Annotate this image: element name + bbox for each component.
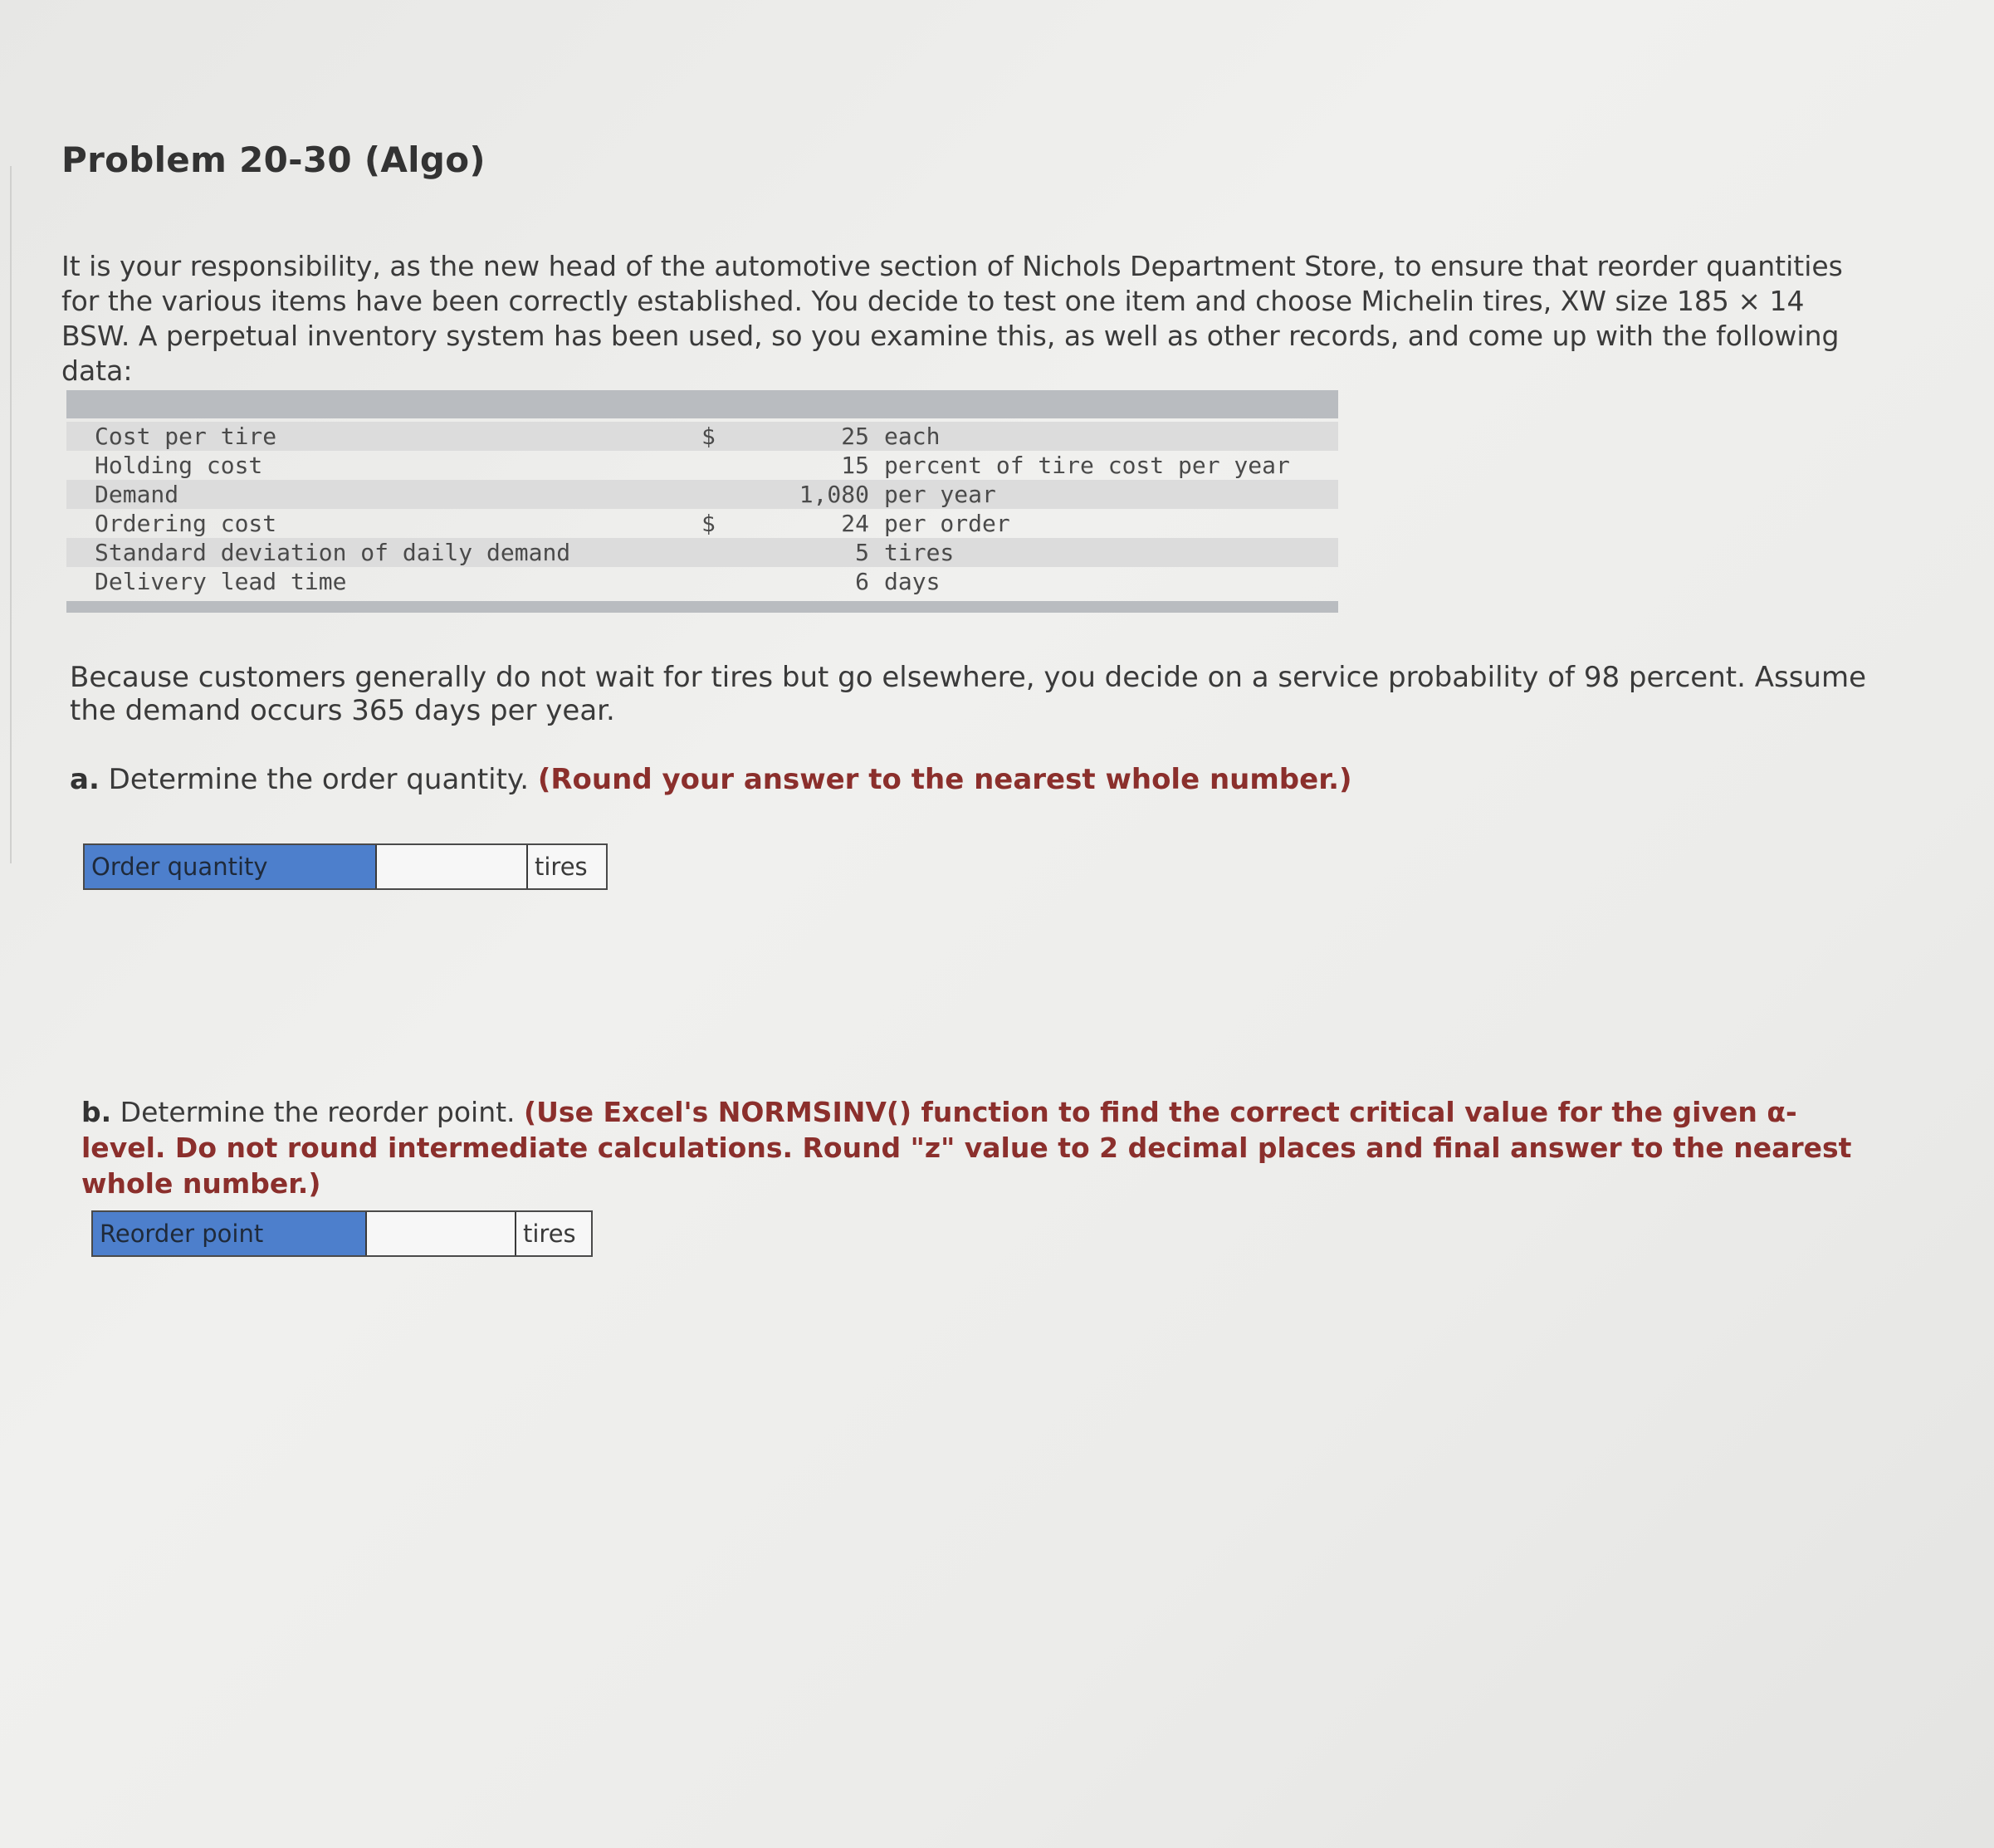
table-header-bar <box>66 390 1338 418</box>
row-unit: each <box>884 423 941 450</box>
row-label: Ordering cost <box>95 510 277 537</box>
problem-intro: It is your responsibility, as the new head of the automotive section of Nichols Department Store, to ensure that reorder quantities for the various items have been correctly established. You decide to test one item and choose Michelin tires, XW size 185 × 14 BSW. A perpetual inventory system has been used, so you examine this, as well as other records, and come up with the following data: <box>61 250 1843 387</box>
row-value: 15 <box>841 452 869 479</box>
question-a-text: Determine the order quantity. <box>99 763 538 796</box>
table-rows <box>66 418 1338 596</box>
row-label: Cost per tire <box>95 423 277 450</box>
row-unit: percent of tire cost per year <box>884 452 1290 479</box>
row-label: Holding cost <box>95 452 263 479</box>
row-label: Standard deviation of daily demand <box>95 539 571 566</box>
row-label: Delivery lead time <box>95 568 347 595</box>
table-row <box>66 538 1338 567</box>
problem-title: Problem 20-30 (Algo) <box>61 139 486 180</box>
row-unit: days <box>884 568 941 595</box>
row-value: 1,080 <box>799 481 869 508</box>
row-value: 25 <box>841 423 869 450</box>
table-row <box>66 509 1338 538</box>
question-a-instruction: (Round your answer to the nearest whole number.) <box>537 763 1352 796</box>
row-value: 5 <box>855 539 869 566</box>
window-edge-divider <box>0 166 12 863</box>
row-currency: $ <box>701 423 716 450</box>
row-unit: per order <box>884 510 1010 537</box>
table-row <box>66 480 1338 509</box>
question-a <box>70 762 1352 797</box>
row-value: 24 <box>841 510 869 537</box>
table-row <box>66 567 1338 596</box>
reorder-point-unit: tires <box>516 1212 591 1255</box>
order-quantity-unit: tires <box>528 845 606 888</box>
row-label: Demand <box>95 481 179 508</box>
reorder-point-answer-row <box>91 1210 593 1257</box>
question-a-letter: a. <box>70 763 100 796</box>
question-b-text: Determine the reorder point. <box>111 1096 525 1128</box>
order-quantity-label: Order quantity <box>85 845 377 888</box>
row-currency: $ <box>701 510 716 537</box>
row-value: 6 <box>855 568 869 595</box>
reorder-point-label: Reorder point <box>93 1212 367 1255</box>
table-row <box>66 451 1338 480</box>
question-b <box>81 1094 1874 1201</box>
order-quantity-input[interactable] <box>377 845 528 888</box>
row-unit: per year <box>884 481 996 508</box>
scenario-text: Because customers generally do not wait for tires but go elsewhere, you decide on a service probability of 98 percent. Assume the demand occurs 365 days per year. <box>70 661 1866 727</box>
question-b-instruction: (Use Excel's NORMSINV() function to find the correct critical value for the given α-level. Do not round intermediate calculations. Round "z" value to 2 decimal places and final answer to the nearest whole number.) <box>81 1096 1852 1200</box>
reorder-point-input[interactable] <box>367 1212 516 1255</box>
order-quantity-answer-row <box>83 843 608 890</box>
question-b-letter: b. <box>81 1096 112 1128</box>
table-footer-bar <box>66 601 1338 613</box>
row-unit: tires <box>884 539 955 566</box>
given-data-table <box>66 390 1338 613</box>
table-row <box>66 422 1338 451</box>
